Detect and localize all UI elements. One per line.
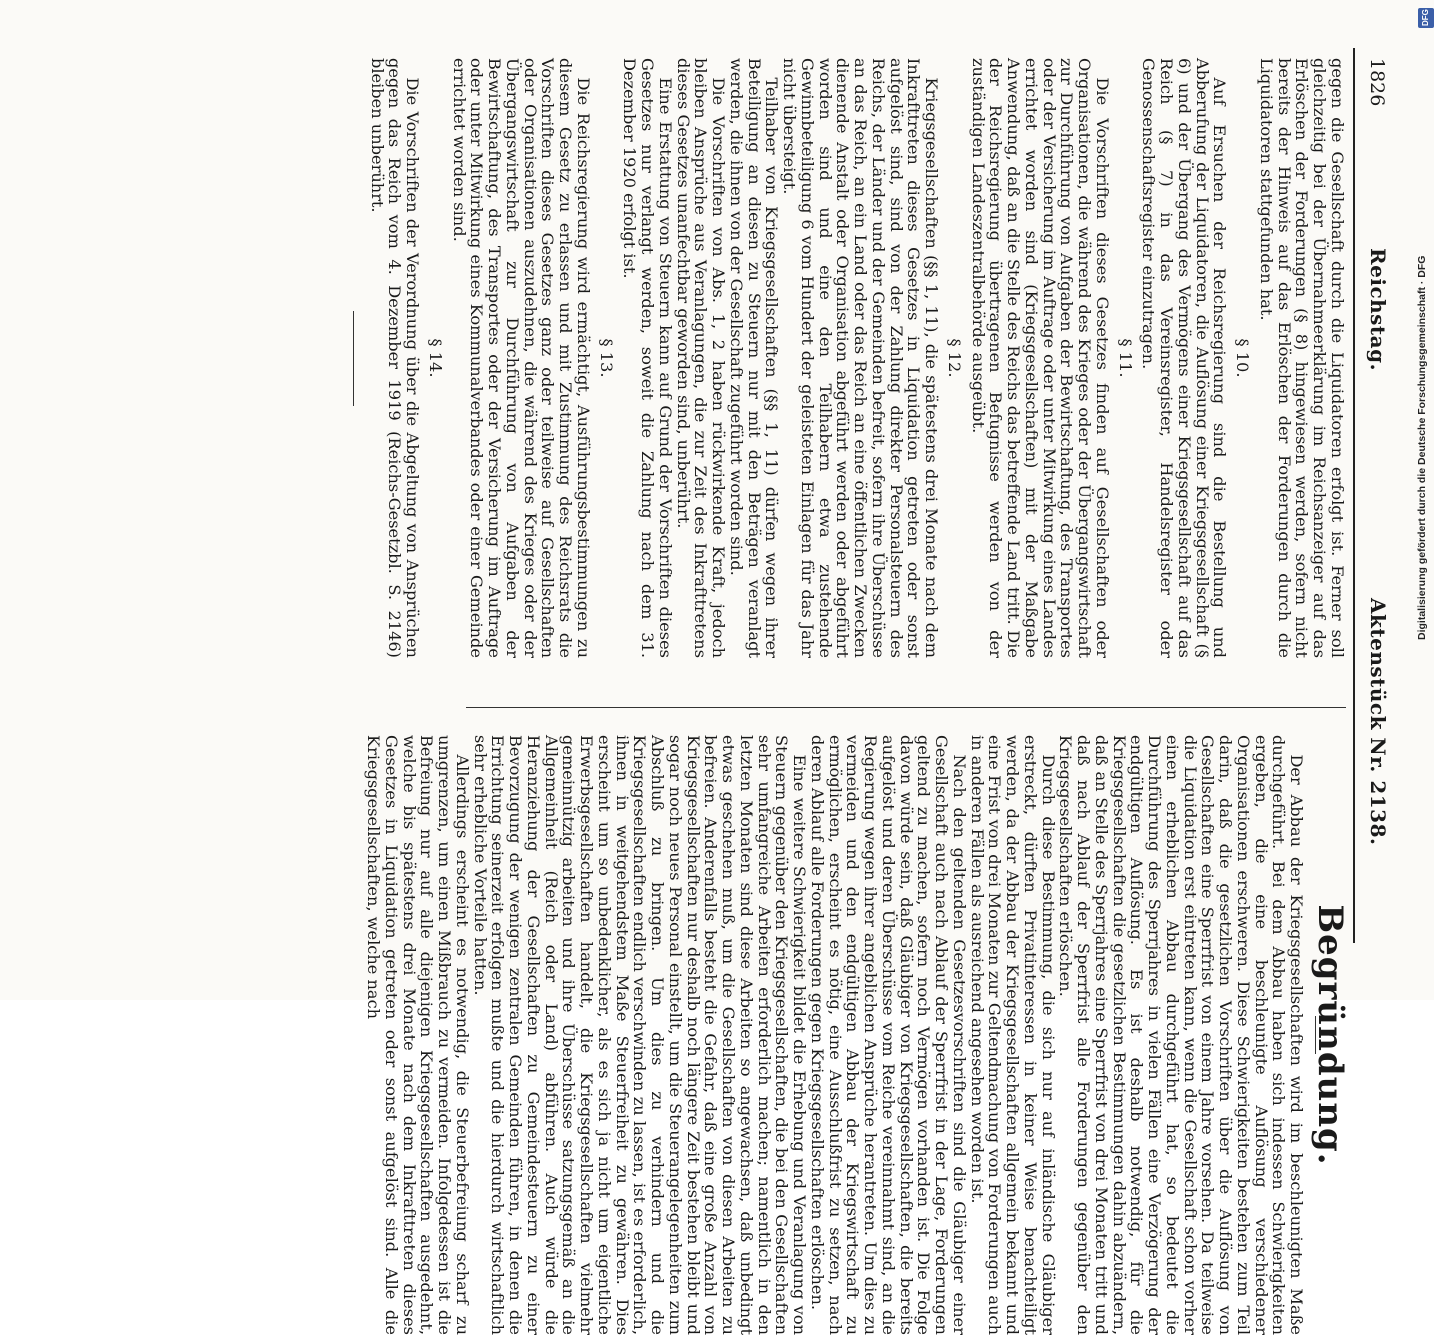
section-12-heading: § 12. [945, 338, 964, 378]
section-10-heading: § 10. [1233, 338, 1253, 378]
intro-paragraph: gegen die Gesellschaft durch die Liquidatoren erfolgt ist. Ferner soll gleichzeitig bei der Übernahmeerklärung im Reichsanzeiger auf das Erlöschen der Forderungen (§ 8) hingewiesen werden, sofern nicht bereits der Hinweis auf das Erlöschen der Forderungen durch die Liquidatoren stattgefunden hat. [1257, 58, 1347, 658]
dfg-logo [1418, 8, 1434, 28]
section-14-text: Die Vorschriften der Verordnung über die Abgeltung von Ansprüchen gegen das Reich vom 4. Dezember 1919 (Reichs-Gesetzbl. S. 2146) bleiben unberührt. [367, 58, 423, 658]
section-12-text-3: Die Vorschriften von Abs. 1, 2 haben rückwirkende Kraft, jedoch bleiben Ansprüche aus Veranlagungen, die zur Zeit des Inkrafttretens dieses Gesetzes unanfechtbar geworden sind, unberührt. [673, 58, 729, 658]
end-rule [353, 311, 354, 406]
left-column [367, 58, 1347, 658]
justification-title: Begründung. [1310, 904, 1350, 1166]
justification-paragraph-3: Nach den geltenden Gesetzesvorschriften sind die Gläubiger einer Gesellschaft auch nach Ablauf der Sperrfrist in der Lage, Forderungen geltend zu machen, sofern noch Vermögen vorhanden ist. Die Folge davon würde sein, daß Gläubiger von Kriegsgesellschaften, die bereits aufgelöst und deren Überschüsse vom Reiche vereinnahmt sind, an die Regierung wegen ihrer angeblichen Ansprüche herantreten. Um dies zu vermeiden und den endgültigen Abbau der Kriegswirtschaft zu ermöglichen, erscheint es nötig, eine Ausschlußfrist zu setzen, nach deren Ablauf alle Forderungen gegen Kriegsgesellschaften erlöschen. [808, 735, 969, 1335]
section-12-text-1: Kriegsgesellschaften (§§ 1, 11), die spätestens drei Monate nach dem Inkrafttreten dieses Gesetzes in Liquidation getreten oder sonst aufgelöst sind, sind von der Zahlung direkter Personalsteuern des Reichs, der Länder und der Gemeinden befreit, sofern ihre Überschüsse an das Reich, an ein Land oder das Reich an eine öffentlichen Zwecken dienende Anstalt oder Organisation abgeführt werden oder abgeführt worden sind und eine den Teilhabern etwa zustehende Gewinnbeteiligung 6 vom Hundert der geleisteten Einlagen für das Jahr nicht übersteigt. [780, 58, 942, 658]
header-chamber: Reichstag. [1366, 248, 1390, 372]
justification-paragraph-1: Der Abbau der Kriegsgesellschaften wird im beschleunigten Maße durchgeführt. Bei dem Abbau haben sich indessen Schwierigkeiten ergeben, die eine beschleunigte Auflösung verschiedener Organisationen erschweren. Diese Schwierigkeiten bestehen zum Teil darin, daß die gesetzlichen Vorschriften über die Auflösung von Gesellschaften eine Sperrfrist von einem Jahre vorsehen. Da teilweise die Liquidation erst eintreten kann, wenn die Gesellschaft schon vorher einen erheblichen Abbau durchgeführt hat, so bedeutet die Durchführung des Sperrjahres in vielen Fällen eine Verzögerung der endgültigen Auflösung. Es ist deshalb notwendig, für die Kriegsgesellschaften die gesetzlichen Bestimmungen dahin abzuändern, daß an Stelle des Sperrjahres eine Sperrfrist von drei Monaten tritt und daß nach Ablauf der Sperrfrist alle Forderungen gegenüber den Kriegsgesellschaften erlöschen. [1056, 735, 1307, 1335]
section-11-text: Die Vorschriften dieses Gesetzes finden auf Gesellschaften oder Organisationen, die während des Krieges oder der Übergangswirtschaft zur Durchführung von Aufgaben der Bewirtschaftung, des Transportes oder der Versicherung im Auftrage oder unter Mitwirkung eines Landes errichtet worden sind (Kriegsgesellschaften) mit der Maßgabe Anwendung, daß an die Stelle des Reichs das betreffende Land tritt. Die der Reichsregierung übertragenen Befugnisse werden von der zuständigen Landeszentralbehörde ausgeübt. [968, 58, 1112, 658]
page-number: 1826 [1366, 58, 1388, 107]
section-11-heading: § 11. [1115, 338, 1135, 378]
dfg-logo-text: DFG [1421, 9, 1430, 26]
justification-paragraph-5: Allerdings erscheint es notwendig, die Steuerbefreiung scharf zu umgrenzen, um einen Mißbrauch zu vermeiden. Infolgedessen ist die Befreiung nur auf alle diejenigen Kriegsgesellschaften ausgedehnt, welche bis spätestens drei Monate nach dem Inkrafttreten dieses Gesetzes in Liquidation getreten oder sonst aufgelöst sind. Alle die Kriegsgesellschaften, welche nach [364, 735, 472, 1335]
header-rule [1353, 48, 1355, 943]
section-14-heading: § 14. [426, 338, 445, 378]
section-13-text: Die Reichsregierung wird ermächtigt, Ausführungsbestimmungen zu diesem Gesetz zu erlassen und mit Zustimmung des Reichsrats die Vorschriften dieses Gesetzes ganz oder teilweise auf Gesellschaften oder Organisationen auszudehnen, die während des Krieges oder der Übergangswirtschaft zur Durchführung von Aufgaben der Bewirtschaftung, des Transportes oder der Versicherung im Auftrage oder unter Mitwirkung eines Kommunalverbandes oder einer Gemeinde errichtet worden sind. [449, 58, 593, 658]
running-header [1358, 38, 1398, 963]
document-page [53, 38, 1398, 1335]
column-divider [466, 707, 1346, 708]
section-13-heading: § 13. [596, 338, 616, 378]
right-column [364, 735, 1350, 1335]
section-10-text: Auf Ersuchen der Reichsregierung sind die Bestellung und Abberufung der Liquidatoren, die Auflösung einer Kriegsgesellschaft (§ 6) und der Übergang des Vermögens einer Kriegsgesellschaft auf das Reich (§ 7) in das Vereinsregister, Handelsregister oder Genossenschaftsregister einzutragen. [1139, 58, 1230, 658]
section-12-text-4: Eine Erstattung von Steuern kann auf Grund der Vorschriften dieses Gesetzes nur verlangt werden, soweit die Zahlung nach dem 31. Dezember 1920 erfolgt ist. [620, 58, 675, 658]
justification-paragraph-2: Durch diese Bestimmung, die sich nur auf inländische Gläubiger erstreckt, dürften Privatinteressen in keiner Weise benachteiligt werden, da der Abbau der Kriegsgesellschaften allgemein bekannt und eine Frist von drei Monaten zur Geltendmachung von Forderungen auch in anderen Fällen als ausreichend angesehen worden ist. [967, 735, 1058, 1335]
digitization-credit: Digitalisierung gefördert durch die Deutsche Forschungsgemeinschaft · DFG [1416, 255, 1428, 640]
section-12-text-2: Teilhaber von Kriegsgesellschaften (§§ 1, 11) dürfen wegen ihrer Beteiligung an diesen zu Steuern nur mit den Beträgen veranlagt werden, die ihnen von der Gesellschaft zugeführt worden sind. [727, 58, 782, 658]
justification-paragraph-4: Eine weitere Schwierigkeit bildet die Erhebung und Veranlagung von Steuern gegenüber den Kriegsgesellschaften, die bei den Gesellschaften sehr umfangreiche Arbeiten erforderlich machen; namentlich in den letzten Monaten sind diese Arbeiten so angewachsen, daß unbedingt etwas geschehen muß, um die Gesellschaften von diesen Arbeiten zu befreien. Anderenfalls besteht die Gefahr, daß eine große Anzahl von Kriegsgesellschaften nur deshalb noch längere Zeit bestehen bleibt und sogar noch neues Personal einstellt, um die Steuerangelegenheiten zum Abschluß zu bringen. Um dies zu verhindern und die Kriegsgesellschaften endlich verschwinden zu lassen, ist es erforderlich, ihnen in weitgehendstem Maße Steuerfreiheit zu gewähren. Dies erscheint um so unbedenklicher, als es sich ja nicht um eigentliche Erwerbsgesellschaften handelt, die Kriegsgesellschaften vielmehr gemeinnützig arbeiten und ihre Überschüsse satzungsgemäß an die Allgemeinheit (Reich oder Land) abführen. Auch würde die Heranziehung der Gesellschaften zu Gemeindesteuern zu einer Bevorzugung der wenigen zentralen Gemeinden führen, in denen die Errichtung seinerzeit erfolgen mußte und die hierdurch wirtschaftlich sehr erhebliche Vorteile hatten. [470, 735, 810, 1335]
header-document-number: Aktenstück Nr. 2138. [1366, 598, 1390, 846]
